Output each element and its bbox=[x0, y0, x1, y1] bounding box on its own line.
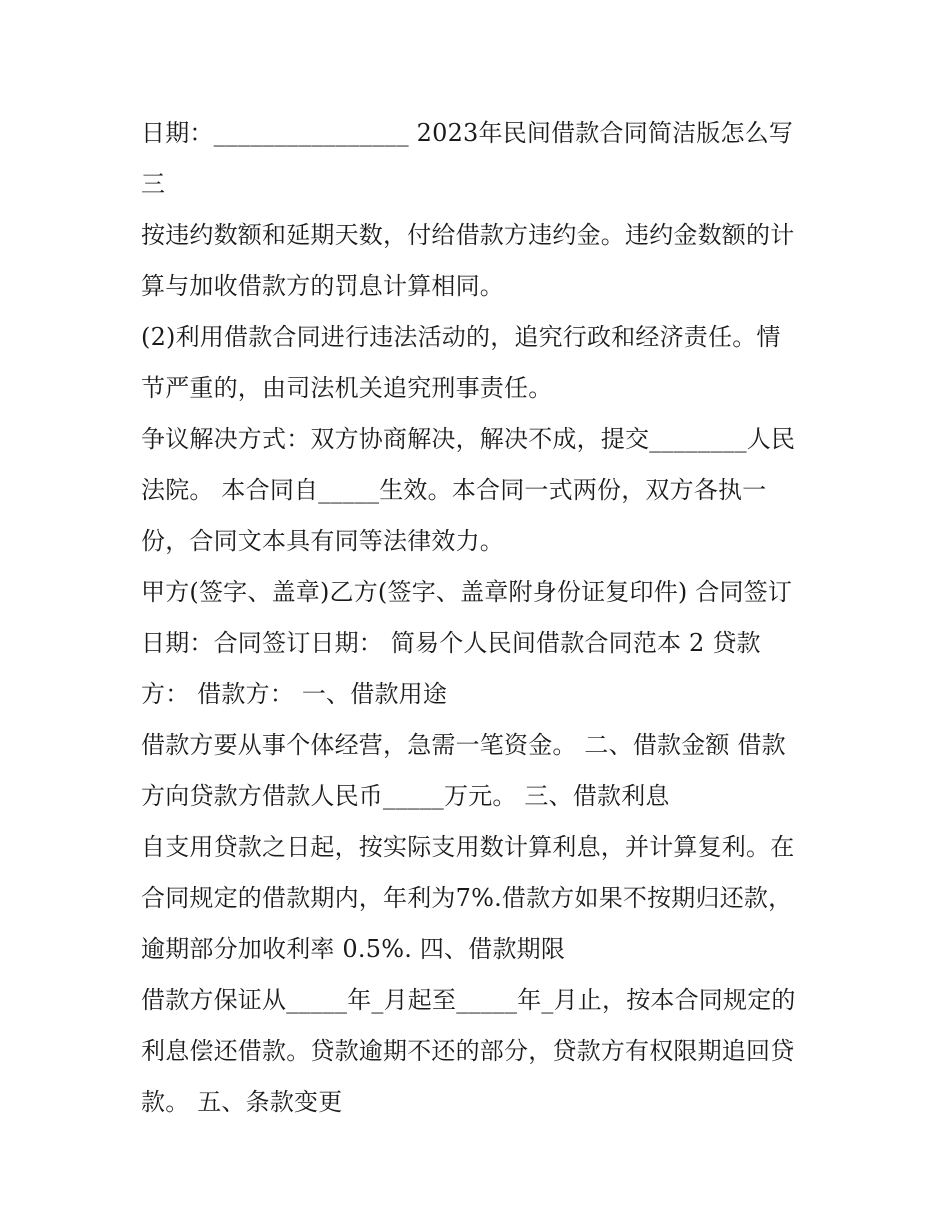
text-line: 争议解决方式：双方协商解决，解决不成，提交________人民 bbox=[141, 425, 796, 453]
text-line: 方： 借款方： 一、借款用途 bbox=[141, 680, 448, 708]
text-line: 款。 五、条款变更 bbox=[141, 1088, 343, 1116]
text-line: 节严重的，由司法机关追究刑事责任。 bbox=[141, 374, 553, 402]
text-line: 利息偿还借款。贷款逾期不还的部分，贷款方有权限期追回贷 bbox=[141, 1037, 795, 1065]
text-line: 自支用贷款之日起，按实际支用数计算利息，并计算复利。在 bbox=[141, 833, 795, 861]
text-line: 份，合同文本具有同等法律效力。 bbox=[141, 527, 504, 555]
text-line: 算与加收借款方的罚息计算相同。 bbox=[141, 272, 504, 300]
text-line: 合同规定的借款期内，年利为7%.借款方如果不按期归还款， bbox=[141, 884, 793, 912]
text-line: 三 bbox=[141, 170, 166, 198]
text-line: (2)利用借款合同进行违法活动的，追究行政和经济责任。情 bbox=[141, 323, 781, 351]
text-line: 日期：________________ 2023年民间借款合同简洁版怎么写 bbox=[141, 119, 794, 147]
text-line: 法院。 本合同自_____生效。本合同一式两份，双方各执一 bbox=[141, 476, 767, 504]
text-line: 日期：合同签订日期： 简易个人民间借款合同范本 2 贷款 bbox=[141, 629, 761, 657]
text-line: 按违约数额和延期天数，付给借款方违约金。违约金数额的计 bbox=[141, 221, 795, 249]
text-line: 方向贷款方借款人民币_____万元。 三、借款利息 bbox=[141, 782, 670, 810]
document-body bbox=[141, 108, 821, 1128]
text-line: 借款方要从事个体经营，急需一笔资金。 二、借款金额 借款 bbox=[141, 731, 786, 759]
text-line: 甲方(签字、盖章)乙方(签字、盖章附身份证复印件) 合同签订 bbox=[141, 578, 793, 606]
text-line: 逾期部分加收利率 0.5%. 四、借款期限 bbox=[141, 935, 566, 963]
text-line: 借款方保证从_____年_月起至_____年_月止，按本合同规定的 bbox=[141, 986, 796, 1014]
